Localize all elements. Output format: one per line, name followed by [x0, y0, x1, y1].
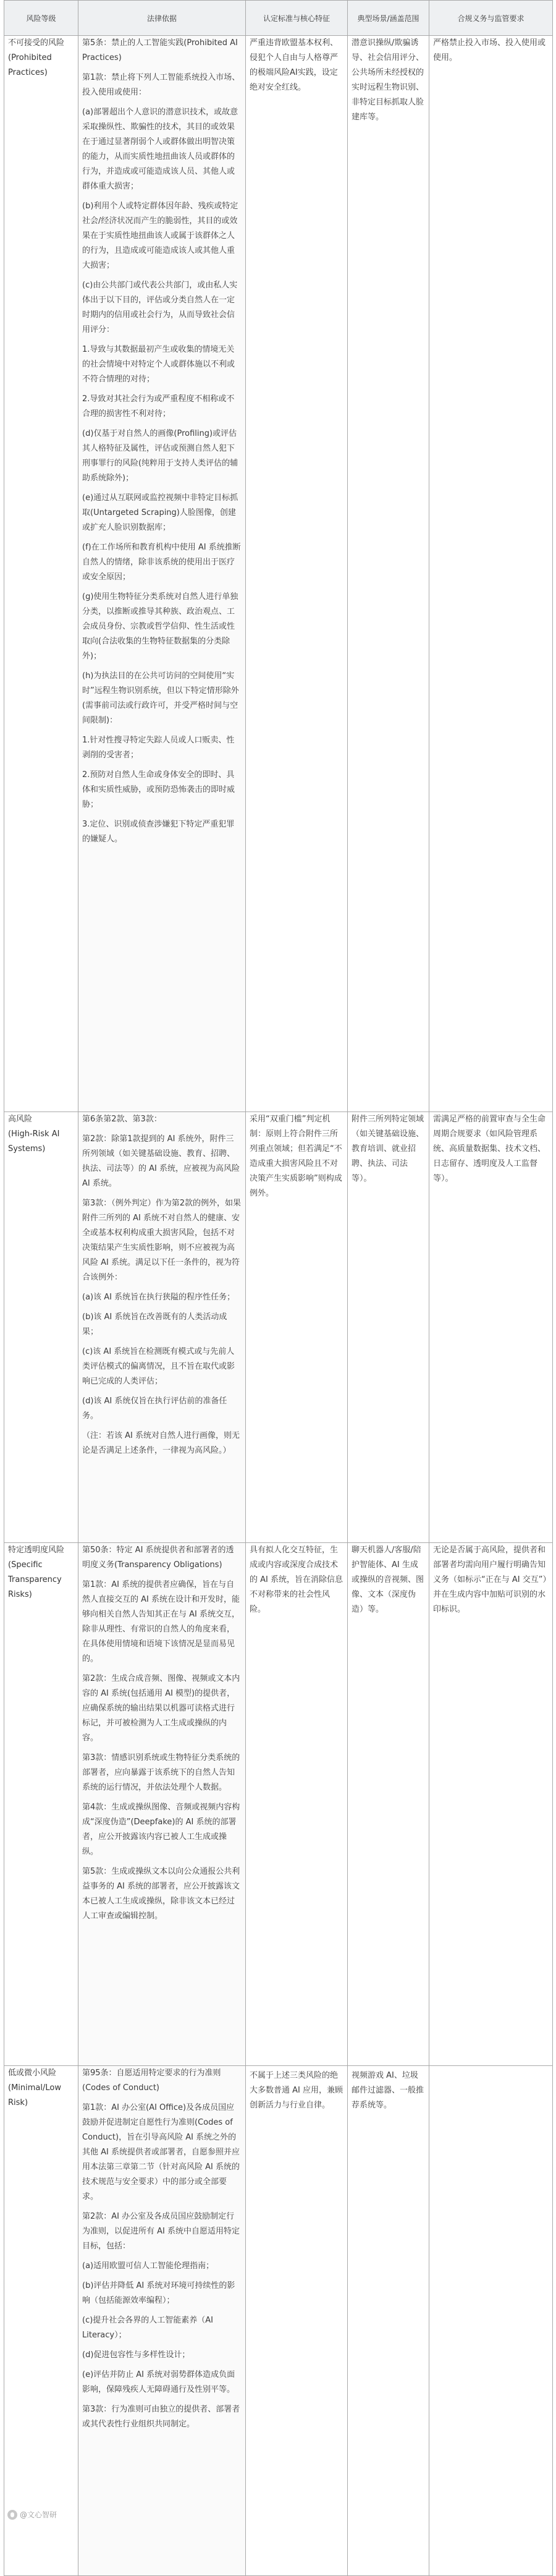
header-compliance: 合规义务与监管要求 [429, 1, 553, 36]
legal-basis-paragraph: 第2款：除第1款提到的 AI 系统外，附件三所列领域（如关键基础设施、教育、招聘、执法、司法等）的 AI 系统，应被视为高风险 AI 系统。 [82, 1134, 240, 1188]
legal-basis-paragraph: 第3款：（例外判定）作为第2款的例外，如果附件三所列的 AI 系统不对自然人的健康、安全或基本权利构成重大损害风险，包括不对决策结果产生实质性影响，则不应被视为高风险 AI 系统。满足以下任一条件的，视为符合该例外： [82, 1199, 242, 1282]
table-row [4, 1543, 553, 2066]
scenarios-cell [348, 36, 429, 1112]
table-row [4, 2066, 553, 2576]
compliance-cell [429, 2066, 553, 2576]
legal-basis-cell [78, 1112, 246, 1543]
legal-basis-paragraph: (b)评估并降低 AI 系统对环境可持续性的影响（包括能源效率编程）； [82, 2281, 235, 2305]
legal-basis-paragraph: 2.预防对自然人生命或身体安全的即时、具体和实质性威胁，或预防恐怖袭击的即时威胁； [82, 770, 235, 809]
criteria-cell [246, 1543, 348, 2066]
scenarios-text: 潜意识操纵/欺骗诱导、社会信用评分、公共场所未经授权的实时远程生物识别、非特定目标抓取人脸建库等。 [352, 38, 424, 122]
legal-basis-paragraph: 3.定位、识别或侦查涉嫌犯下特定严重犯罪的嫌疑人。 [82, 820, 235, 844]
legal-basis-cell [78, 2066, 246, 2576]
scenarios-cell [348, 2066, 429, 2576]
scenarios-cell [348, 1112, 429, 1543]
legal-basis-paragraph: (c)该 AI 系统旨在检测既有模式或与先前人类评估模式的偏离情况，且不旨在取代或影响已完成的人类评估； [82, 1347, 235, 1386]
watermark-logo-icon [7, 2510, 17, 2520]
legal-basis-paragraph: 第5款：生成或操纵文本以向公众通报公共利益事务的 AI 系统的部署者，应公开披露该文本已被人工生成或操纵，除非该文本已经过人工审查或编辑控制。 [82, 1867, 240, 1921]
legal-basis-paragraph: (d)仅基于对自然人的画像(Profiling)或评估其人格特征及属性，评估或预测自然人犯下刑事罪行的风险(纯粹用于支持人类评估的辅助系统除外)； [82, 429, 238, 483]
scenarios-text: 附件三所列特定领域（如关键基础设施、教育培训、就业招聘、执法、司法等）。 [352, 1115, 424, 1183]
legal-basis-paragraph: (c)提升社会各界的人工智能素养（AI Literacy）； [82, 2316, 214, 2340]
legal-basis-paragraph: (d)促进包容性与多样性设计； [82, 2350, 190, 2360]
criteria-text: 严重违背欧盟基本权利、侵犯个人自由与人格尊严的极端风险AI实践，设定绝对安全红线。 [250, 38, 339, 92]
legal-basis-paragraph: 1.针对性搜寻特定失踪人员或人口贩卖、性剥削的受害者； [82, 736, 235, 760]
legal-basis-paragraph: (a)部署超出个人意识的潜意识技术，或故意采取操纵性、欺骗性的技术，其目的或效果在于通过显著削弱个人或群体做出明智决策的能力，从而实质性地扭曲该人员或群体的行为，并造成或可能造成该人员、其他人或群体重大损害； [82, 108, 238, 191]
scenarios-cell [348, 1543, 429, 2066]
header-level: 风险等级 [4, 1, 78, 36]
criteria-text: 具有拟人化交互特征，生成或内容或深度合成技术的 AI 系统，旨在消除信息不对称带来的社会性风险。 [250, 1545, 343, 1614]
legal-basis-paragraph: (g)使用生物特征分类系统对自然人进行单独分类，以推断或推导其种族、政治观点、工会成员身份、宗教或哲学信仰、性生活或性取向(合法收集的生物特征数据集的分类除外)； [82, 592, 238, 661]
legal-basis-paragraph: 第1款：禁止将下列人工智能系统投入市场、投入使用或使用： [82, 73, 240, 97]
compliance-cell [429, 1112, 553, 1543]
legal-basis-paragraph: 第3款：行为准则可由独立的提供者、部署者或其代表性行业组织共同制定。 [82, 2405, 240, 2429]
criteria-cell [246, 36, 348, 1112]
criteria-cell [246, 2066, 348, 2576]
risk-level-cell [4, 2066, 78, 2576]
legal-basis-paragraph: 第95条：自愿适用特定要求的行为准则(Codes of Conduct) [82, 2068, 221, 2093]
legal-basis-paragraph: (h)为执法目的在公共可访问的空间使用“实时”远程生物识别系统，但以下特定情形除外(需事前司法或行政许可，并受严格时间与空间限制)： [82, 671, 239, 725]
risk-level-name: 低或微小风险(Minimal/Low Risk) [8, 2068, 61, 2107]
header-basis: 法律依据 [78, 1, 246, 36]
compliance-text: 无论是否属于高风险，提供者和部署者均需向用户履行明确告知义务（如标示“正在与 AI 交互”）并在生成内容中加贴可识别的水印标识。 [433, 1545, 547, 1614]
risk-level-cell [4, 1543, 78, 2066]
legal-basis-paragraph: 第2款：AI 办公室及各成员国应鼓励制定行为准则，以促进所有 AI 系统中自愿适用特定目标，包括： [82, 2212, 240, 2251]
table-header-row [4, 1, 553, 36]
table-row [4, 36, 553, 1112]
header-scenarios: 典型场景/涵盖范围 [348, 1, 429, 36]
header-criteria: 认定标准与核心特征 [246, 1, 348, 36]
compliance-text: 严格禁止投入市场、投入使用或使用。 [433, 38, 546, 62]
legal-basis-paragraph: 第2款：生成合成音频、图像、视频或文本内容的 AI 系统(包括通用 AI 模型)的提供者，应确保系统的输出结果以机器可读格式进行标记，并可被检测为人工生成或操纵的内容。 [82, 1674, 240, 1743]
legal-basis-paragraph: 第5条：禁止的人工智能实践(Prohibited AI Practices) [82, 38, 238, 62]
risk-level-cell [4, 36, 78, 1112]
legal-basis-paragraph: 第4款：生成或操纵图像、音频或视频内容构成“深度伪造”(Deepfake)的 AI 系统的部署者，应公开披露该内容已被人工生成或操纵。 [82, 1803, 240, 1856]
risk-level-cell [4, 1112, 78, 1543]
risk-level-name: 不可接受的风险(Prohibited Practices) [8, 38, 65, 77]
risk-level-name: 高风险 [8, 1115, 33, 1124]
risk-level-name: 特定透明度风险(Specific Transparency Risks) [8, 1545, 65, 1599]
legal-basis-paragraph: 2.导致对其社会行为或严重程度不相称或不合理的损害性不利对待； [82, 394, 235, 419]
scenarios-text: 视频游戏 AI、垃圾邮件过滤器、一般推荐系统等。 [352, 2071, 424, 2110]
legal-basis-cell [78, 36, 246, 1112]
watermark [7, 2509, 57, 2520]
legal-basis-paragraph: 1.导致与其数据最初产生或收集的情境无关的社会情境中对特定个人或群体施以不利或不符合情理的对待； [82, 345, 235, 384]
legal-basis-paragraph: （注：若该 AI 系统对自然人进行画像，则无论是否满足上述条件，一律视为高风险。） [82, 1431, 240, 1455]
legal-basis-paragraph: (c)由公共部门或代表公共部门，或由私人实体出于以下目的，评估或分类自然人在一定时期内的信用或社会行为，从而导致社会信用评分： [82, 281, 238, 334]
legal-basis-paragraph: (a)该 AI 系统旨在执行狭隘的程序性任务； [82, 1293, 235, 1302]
criteria-text: 不属于上述三类风险的绝大多数普通 AI 应用，兼顾创新活力与行业自律。 [250, 2071, 343, 2110]
criteria-cell [246, 1112, 348, 1543]
compliance-cell [429, 1543, 553, 2066]
risk-table [4, 0, 553, 2576]
legal-basis-paragraph: (a)适用欧盟可信人工智能伦理指南； [82, 2261, 214, 2271]
legal-basis-paragraph: (b)该 AI 系统旨在改善既有的人类活动成果； [82, 1312, 227, 1337]
legal-basis-paragraph: 第3款：情感识别系统或生物特征分类系统的部署者，应向暴露于该系统下的自然人告知系统的运行情况，并依法处理个人数据。 [82, 1753, 240, 1792]
legal-basis-paragraph: (b)利用个人或特定群体因年龄、残疾或特定社会/经济状况而产生的脆弱性，其目的或效果在于实质性地扭曲该人或属于该群体之人的行为，且造成或可能造成该人或其他人重大损害； [82, 202, 238, 270]
compliance-text: 需满足严格的前置审查与全生命周期合规要求（如风险管理系统、高质量数据集、技术文档、日志留存、透明度及人工监督等）。 [433, 1115, 546, 1183]
legal-basis-paragraph: 第1款：AI 系统的提供者应确保，旨在与自然人直接交互的 AI 系统在设计和开发时，能够向相关自然人告知其正在与 AI 系统交互，除非从理性、有常识的自然人的角度来看，在具体使用情境和语境下该情况是显而易见的。 [82, 1580, 240, 1664]
criteria-text: 采用“双重门槛”判定机制：原则上符合附件三所列重点领域；但若满足“不造成重大损害风险且不对决策产生实质影响”则构成例外。 [250, 1115, 342, 1198]
legal-basis-paragraph: (f)在工作场所和教育机构中使用 AI 系统推断自然人的情绪，除非该系统的使用出于医疗或安全原因； [82, 543, 241, 582]
scenarios-text: 聊天机器人/客服/陪护智能体、AI 生成或操纵的音视频、图像、文本（深度伪造）等。 [352, 1545, 424, 1614]
risk-level-english: (High-Risk AI Systems) [8, 1129, 60, 1154]
legal-basis-paragraph: 第1款：AI 办公室(AI Office)及各成员国应鼓励并促进制定自愿性行为准则(Codes of Conduct)，旨在引导高风险 AI 系统之外的其他 AI 系统提供者或部署者，自愿参照并应用本法第三章第二节（针对高风险 AI 系统的技术规范与安全要求）中的部分或全部要求。 [82, 2103, 240, 2201]
legal-basis-paragraph: 第6条第2款、第3款： [82, 1115, 162, 1124]
legal-basis-paragraph: (e)评估并防止 AI 系统对弱势群体造成负面影响，保障残疾人无障碍通行及性别平等。 [82, 2370, 235, 2394]
legal-basis-cell [78, 1543, 246, 2066]
table-row [4, 1112, 553, 1543]
legal-basis-paragraph: 第50条：特定 AI 系统提供者和部署者的透明度义务(Transparency Obligations) [82, 1545, 234, 1570]
legal-basis-paragraph: (d)该 AI 系统仅旨在执行评估前的准备任务。 [82, 1396, 227, 1421]
legal-basis-paragraph: (e)通过从互联网或监控视频中非特定目标抓取(Untargeted Scraping)人脸图像，创建或扩充人脸识别数据库； [82, 493, 238, 532]
watermark-text: @文心智研 [20, 2510, 57, 2519]
compliance-cell [429, 36, 553, 1112]
